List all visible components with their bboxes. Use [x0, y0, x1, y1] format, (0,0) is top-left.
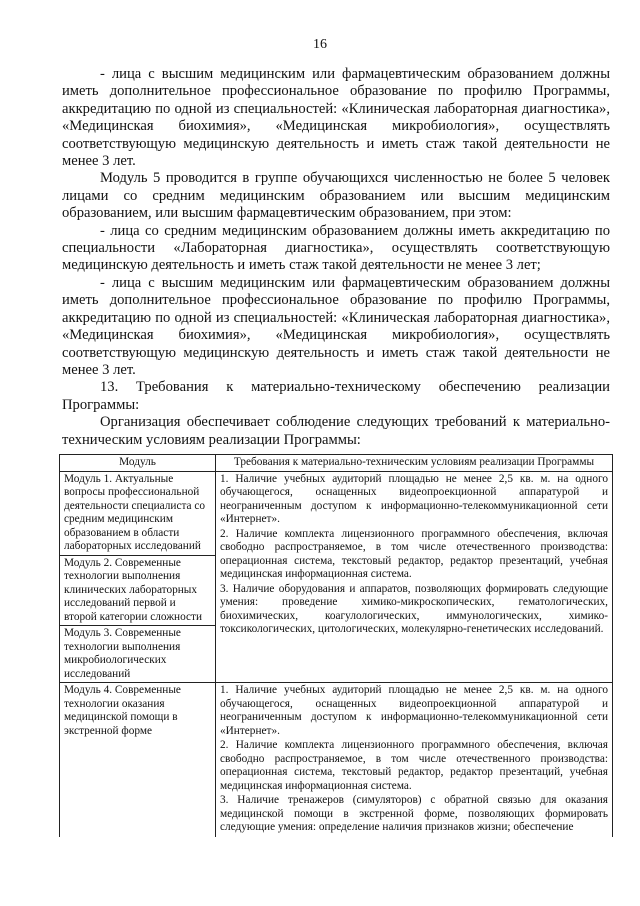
module-name: Модуль 1. Актуальные вопросы профессиональной деятельности специалиста со средним медицинским образованием в области лабораторных исследований: [60, 472, 215, 556]
requirement-item: 3. Наличие тренажеров (симуляторов) с обратной связью для оказания медицинской помощи в экстренной форме, позволяющих формировать следующие умения: определение наличия признаков жизни; обеспечение: [220, 794, 608, 833]
paragraph: Организация обеспечивает соблюдение следующих требований к материально-техническим условиям реализации Программы:: [62, 414, 610, 448]
requirements-cell: [216, 683, 613, 837]
requirement-item: 1. Наличие учебных аудиторий площадью не менее 2,5 кв. м. на одного обучающегося, оснащенных видеопроекционной аппаратурой и неограниченным доступом к информационно-телекоммуникационной сети «Интернет».: [220, 684, 608, 737]
module-cell: [60, 683, 216, 837]
table-row: [60, 471, 613, 683]
requirements-table: [59, 454, 613, 837]
page-number: 16: [313, 37, 327, 52]
module-name: Модуль 4. Современные технологии оказания медицинской помощи в экстренной форме: [64, 684, 181, 737]
header-module: Модуль: [60, 455, 216, 472]
requirements-cell: [216, 471, 613, 683]
requirement-item: 2. Наличие комплекта лицензионного программного обеспечения, включая свободно распространяемое, в том числе отечественного производства: операционная система, текстовый редактор, редактор презентаций, учебная медицинская информационная система.: [220, 739, 608, 792]
table-row: [60, 683, 613, 837]
paragraph: - лица со средним медицинским образованием должны иметь аккредитацию по специальности «Лабораторная диагностика», осуществлять соответствующую медицинскую деятельность и иметь стаж такой деятельности не менее 3 лет;: [62, 222, 610, 274]
requirement-item: 3. Наличие оборудования и аппаратов, позволяющих формировать следующие умения: проведение химико-микроскопических, гематологических, биохимических, коагулологических, иммунологических, химико-токсикологических, цитологических, молекулярно-генетических исследований.: [220, 582, 608, 635]
module-name: Модуль 3. Современные технологии выполнения микробиологических исследований: [64, 627, 181, 680]
paragraph: - лица с высшим медицинским или фармацевтическим образованием должны иметь дополнительное профессиональное образование по профилю Программы, аккредитацию по одной из специальностей: «Клиническая лабораторная диагностика», «Медицинская биохимия», «Медицинская микробиология», осуществлять соответствующую медицинскую деятельность и иметь стаж такой деятельности не менее 3 лет.: [62, 66, 610, 170]
document-body: [62, 66, 610, 449]
requirement-item: 1. Наличие учебных аудиторий площадью не менее 2,5 кв. м. на одного обучающегося, оснащенных видеопроекционной аппаратурой и неограниченным доступом к информационно-телекоммуникационной сети «Интернет».: [220, 472, 608, 525]
module-name: Модуль 2. Современные технологии выполнения клинических лабораторных исследований первой и второй категории сложности: [60, 556, 215, 627]
paragraph: - лица с высшим медицинским или фармацевтическим образованием должны иметь дополнительное профессиональное образование по профилю Программы, аккредитацию по одной из специальностей: «Клиническая лабораторная диагностика», «Медицинская биохимия», «Медицинская микробиология», осуществлять соответствующую медицинскую деятельность и иметь стаж такой деятельности не менее 3 лет.: [62, 274, 610, 378]
requirement-item: 2. Наличие комплекта лицензионного программного обеспечения, включая свободно распространяемое, в том числе отечественного производства: операционная система, текстовый редактор, редактор презентаций, учебная медицинская информационная система.: [220, 527, 608, 580]
table-header-row: [60, 455, 613, 472]
header-requirements: Требования к материально-техническим условиям реализации Программы: [216, 455, 613, 472]
paragraph: Модуль 5 проводится в группе обучающихся численностью не более 5 человек лицами со средним медицинским образованием или высшим медицинским образованием, или высшим фармацевтическим образованием, при этом:: [62, 170, 610, 222]
module-cell: [60, 471, 216, 683]
section-heading: 13. Требования к материально-техническому обеспечению реализации Программы:: [62, 379, 610, 413]
